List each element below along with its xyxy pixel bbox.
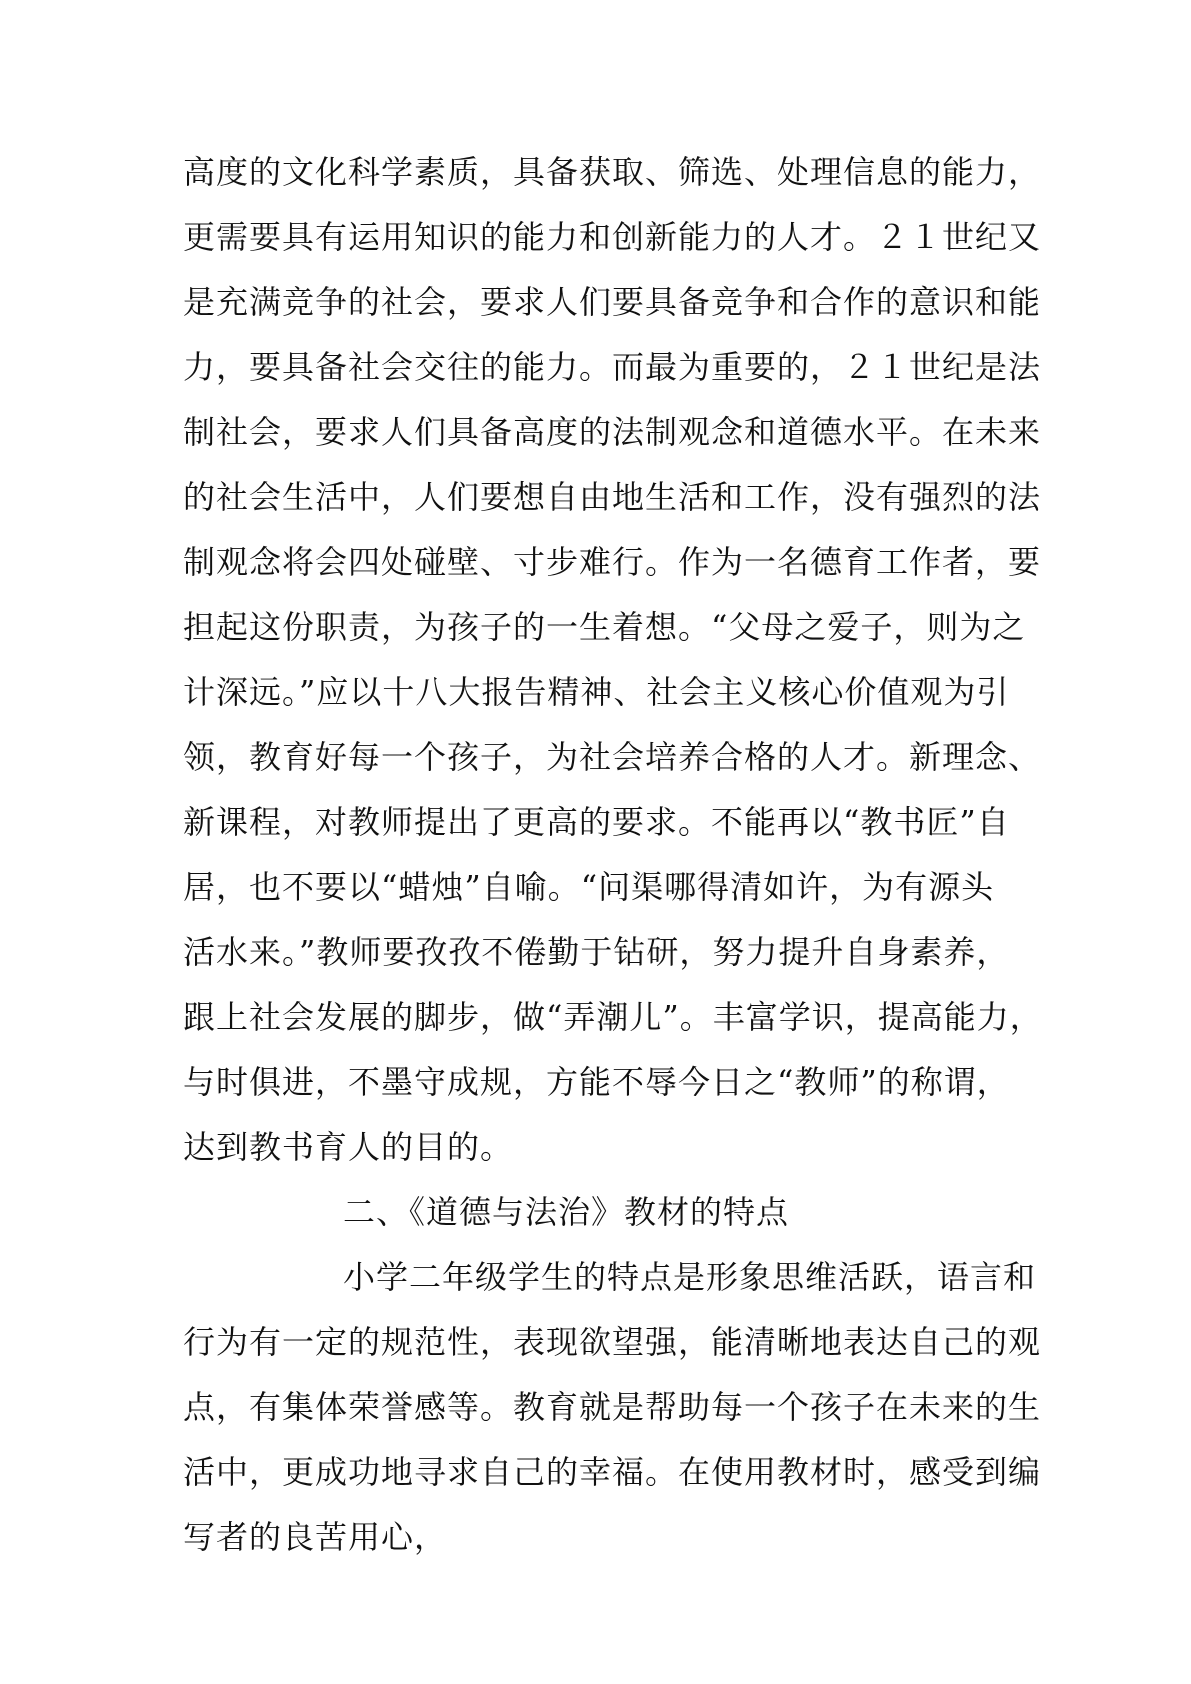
body-line: 力，要具备社会交往的能力。而最为重要的，２１世纪是法 (183, 348, 1042, 386)
body-line: 更需要具有运用知识的能力和创新能力的人才。２１世纪又 (183, 218, 1042, 256)
body-line: 与时俱进，不墨守成规，方能不辱今日之“教师”的称谓， (183, 1063, 1010, 1101)
body-line: 高度的文化科学素质，具备获取、筛选、处理信息的能力， (183, 153, 1042, 191)
body-line: 计深远。”应以十八大报告精神、社会主义核心价值观为引 (183, 673, 1010, 711)
document-body (183, 140, 1043, 1570)
body-line: 领，教育好每一个孩子，为社会培养合格的人才。新理念、 (183, 738, 1042, 776)
body-line: 新课程，对教师提出了更高的要求。不能再以“教书匠”自 (183, 803, 1010, 841)
section-heading: 二、《道德与法治》教材的特点 (343, 1193, 790, 1231)
body-line: 跟上社会发展的脚步，做“弄潮儿”。丰富学识，提高能力， (183, 998, 1043, 1036)
body-line: 的社会生活中，人们要想自由地生活和工作，没有强烈的法 (183, 478, 1042, 516)
body-line: 达到教书育人的目的。 (183, 1128, 514, 1166)
body-line: 写者的良苦用心， (183, 1518, 448, 1556)
body-line: 活水来。”教师要孜孜不倦勤于钻研，努力提升自身素养， (183, 933, 1010, 971)
body-line: 点，有集体荣誉感等。教育就是帮助每一个孩子在未来的生 (183, 1388, 1042, 1426)
body-line: 担起这份职责，为孩子的一生着想。“父母之爱子，则为之 (183, 608, 1026, 646)
body-line: 居，也不要以“蜡烛”自喻。“问渠哪得清如许，为有源头 (183, 868, 995, 906)
body-line: 活中，更成功地寻求自己的幸福。在使用教材时，感受到编 (183, 1453, 1042, 1491)
body-line: 小学二年级学生的特点是形象思维活跃，语言和 (343, 1258, 1037, 1296)
body-line: 行为有一定的规范性，表现欲望强，能清晰地表达自己的观 (183, 1323, 1042, 1361)
body-line: 是充满竞争的社会，要求人们要具备竞争和合作的意识和能 (183, 283, 1042, 321)
body-line: 制观念将会四处碰壁、寸步难行。作为一名德育工作者，要 (183, 543, 1042, 581)
body-line: 制社会，要求人们具备高度的法制观念和道德水平。在未来 (183, 413, 1042, 451)
